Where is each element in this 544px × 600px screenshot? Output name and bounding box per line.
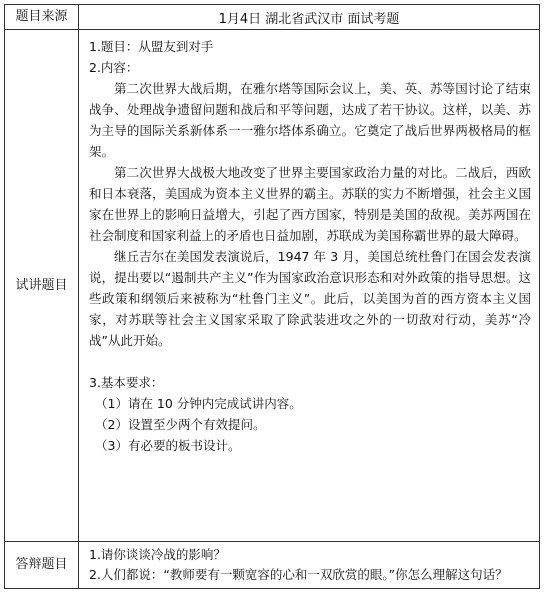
trial-content [79,30,540,542]
source-row [5,5,540,30]
content-paragraph-3: 继丘吉尔在美国发表演说后，1947 年 3 月，美国总统杜鲁门在国会发表演说，提出要以“遏制共产主义”作为国家政治意识形态和对外政策的指导思想。这些政策和纲领后来被称为“杜鲁门主义”。此后，以美国为首的西方资本主义国家，对苏联等社会主义国家采取了除武装进攻之外的一切敌对行动，美苏“冷战”从此开始。 [89,249,531,348]
source-value: 1月4日 湖北省武汉市 面试考题 [79,5,540,30]
trial-label: 试讲题目 [5,30,79,542]
content-paragraph-1: 第二次世界大战后期，在雅尔塔等国际会议上，美、英、苏等国讨论了结束战争、处理战争遗留问题和战后和平等问题，达成了若干协议。这样，以美、苏为主导的国际关系新体系一一雅尔塔体系确立。它奠定了战后世界两极格局的框架。 [89,81,531,159]
defense-question-2: 2.人们都说：“教师要有一颗宽容的心和一双欣赏的眼。”你怎么理解这句话？ [89,567,508,582]
requirement-item-3: （3）有必要的板书设计。 [95,438,241,453]
source-label: 题目来源 [5,5,79,30]
exam-table [4,4,540,589]
trial-title-line: 1.题目：从盟友到对手 [89,39,214,54]
requirements-label: 3.基本要求： [89,375,164,390]
defense-row [5,542,540,589]
content-label: 2.内容： [89,60,139,75]
defense-question-1: 1.请你谈谈冷战的影响？ [89,547,226,562]
requirement-item-1: （1）请在 10 分钟内完成试讲内容。 [95,396,302,411]
defense-content [79,542,540,589]
spacer [89,351,531,372]
trial-row [5,30,540,542]
defense-label: 答辩题目 [5,542,79,589]
requirement-item-2: （2）设置至少两个有效提问。 [95,417,266,432]
content-paragraph-2: 第二次世界大战极大地改变了世界主要国家政治力量的对比。二战后，西欧和日本衰落，美国成为资本主义世界的霸主。苏联的实力不断增强，社会主义国家在世界上的影响日益增大，引起了西方国家，特别是美国的敌视。美苏两国在社会制度和国家利益上的矛盾也日益加剧，苏联成为美国称霸世界的最大障碍。 [89,165,531,243]
